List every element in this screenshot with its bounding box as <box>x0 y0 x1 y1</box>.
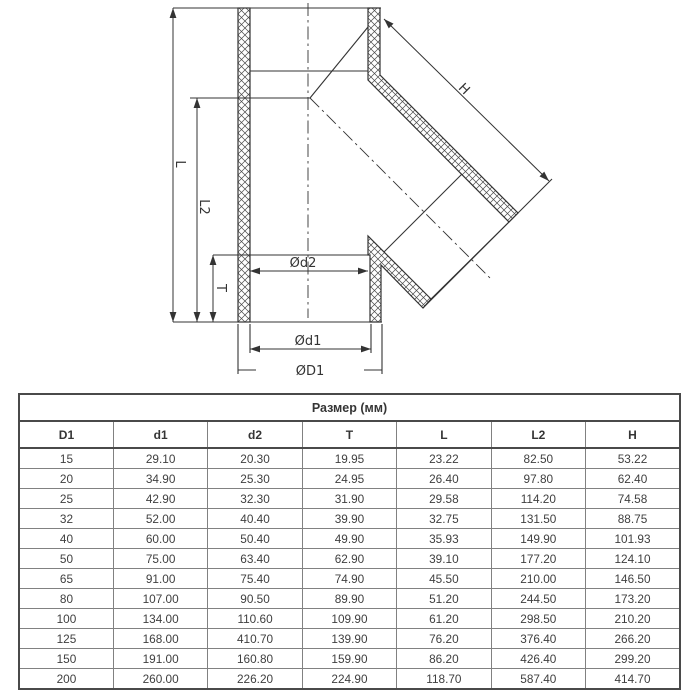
table-cell: 26.40 <box>397 469 491 489</box>
table-cell: 146.50 <box>586 569 680 589</box>
table-cell: 39.10 <box>397 549 491 569</box>
table-row <box>19 589 680 609</box>
table-cell: 35.93 <box>397 529 491 549</box>
table-cell: 29.10 <box>113 448 207 469</box>
table-cell: 39.90 <box>302 509 396 529</box>
table-cell: 75.00 <box>113 549 207 569</box>
table-cell: 100 <box>19 609 113 629</box>
table-cell: 160.80 <box>208 649 302 669</box>
table-cell: 80 <box>19 589 113 609</box>
table-cell: 75.40 <box>208 569 302 589</box>
table-cell: 49.90 <box>302 529 396 549</box>
table-cell: 32 <box>19 509 113 529</box>
branch-lower-wall-and-socket-wall <box>368 236 431 322</box>
table-cell: 173.20 <box>586 589 680 609</box>
table-cell: 299.20 <box>586 649 680 669</box>
table-body <box>19 448 680 689</box>
label-H: H <box>454 80 473 99</box>
table-cell: 244.50 <box>491 589 585 609</box>
table-cell: 25 <box>19 489 113 509</box>
table-row <box>19 489 680 509</box>
table-row <box>19 509 680 529</box>
column-header: d1 <box>113 421 207 448</box>
column-header: D1 <box>19 421 113 448</box>
table-cell: 40 <box>19 529 113 549</box>
pipe-body <box>238 8 518 322</box>
table-cell: 226.20 <box>208 669 302 690</box>
table-cell: 118.70 <box>397 669 491 690</box>
table-cell: 51.20 <box>397 589 491 609</box>
table-cell: 410.70 <box>208 629 302 649</box>
table-cell: 20 <box>19 469 113 489</box>
table-cell: 191.00 <box>113 649 207 669</box>
table-cell: 97.80 <box>491 469 585 489</box>
table-row <box>19 669 680 690</box>
crotch-line <box>310 27 368 98</box>
column-header: L <box>397 421 491 448</box>
table-cell: 89.90 <box>302 589 396 609</box>
main-pipe-left-wall <box>238 8 250 322</box>
branch-mouth-rim-line <box>431 222 509 299</box>
table-cell: 109.90 <box>302 609 396 629</box>
table-cell: 114.20 <box>491 489 585 509</box>
branch-socket-shoulder-line <box>384 174 462 252</box>
table-cell: 32.75 <box>397 509 491 529</box>
table-cell: 25.30 <box>208 469 302 489</box>
label-T: T <box>213 284 228 292</box>
table-row <box>19 629 680 649</box>
table-cell: 63.40 <box>208 549 302 569</box>
table-cell: 107.00 <box>113 589 207 609</box>
table-cell: 60.00 <box>113 529 207 549</box>
table-cell: 50.40 <box>208 529 302 549</box>
table-cell: 159.90 <box>302 649 396 669</box>
label-d1: Ød1 <box>294 334 322 349</box>
table-cell: 61.20 <box>397 609 491 629</box>
table-cell: 168.00 <box>113 629 207 649</box>
table-cell: 62.90 <box>302 549 396 569</box>
table-cell: 31.90 <box>302 489 396 509</box>
table-cell: 587.40 <box>491 669 585 690</box>
table-row <box>19 469 680 489</box>
table-cell: 139.90 <box>302 629 396 649</box>
column-header: T <box>302 421 396 448</box>
column-header: L2 <box>491 421 585 448</box>
table-cell: 62.40 <box>586 469 680 489</box>
table-cell: 53.22 <box>586 448 680 469</box>
table-cell: 42.90 <box>113 489 207 509</box>
table-cell: 101.93 <box>586 529 680 549</box>
table-cell: 20.30 <box>208 448 302 469</box>
table-cell: 266.20 <box>586 629 680 649</box>
table-cell: 15 <box>19 448 113 469</box>
table-cell: 65 <box>19 569 113 589</box>
table-row <box>19 448 680 469</box>
table-cell: 74.90 <box>302 569 396 589</box>
table-cell: 149.90 <box>491 529 585 549</box>
table-cell: 91.00 <box>113 569 207 589</box>
table-cell: 52.00 <box>113 509 207 529</box>
table-cell: 24.95 <box>302 469 396 489</box>
table-cell: 134.00 <box>113 609 207 629</box>
table-cell: 32.30 <box>208 489 302 509</box>
table-header-row <box>19 421 680 448</box>
dim-H <box>384 19 549 181</box>
table-cell: 426.40 <box>491 649 585 669</box>
table-title-row <box>19 394 680 421</box>
branch-centerline <box>310 98 492 280</box>
table-cell: 110.60 <box>208 609 302 629</box>
table-row <box>19 649 680 669</box>
table-cell: 29.58 <box>397 489 491 509</box>
table-cell: 376.40 <box>491 629 585 649</box>
table-cell: 298.50 <box>491 609 585 629</box>
table-cell: 177.20 <box>491 549 585 569</box>
table-cell: 224.90 <box>302 669 396 690</box>
table-cell: 200 <box>19 669 113 690</box>
table-cell: 125 <box>19 629 113 649</box>
table-cell: 124.10 <box>586 549 680 569</box>
table-cell: 76.20 <box>397 629 491 649</box>
table-cell: 90.50 <box>208 589 302 609</box>
table-title: Размер (мм) <box>19 394 680 421</box>
table-cell: 74.58 <box>586 489 680 509</box>
table-cell: 82.50 <box>491 448 585 469</box>
table-cell: 210.00 <box>491 569 585 589</box>
main-pipe-right-wall-and-branch-upper-wall <box>368 8 518 222</box>
column-header: d2 <box>208 421 302 448</box>
table-cell: 40.40 <box>208 509 302 529</box>
column-header: H <box>586 421 680 448</box>
table-cell: 260.00 <box>113 669 207 690</box>
label-L: L <box>172 160 187 168</box>
label-L2: L2 <box>196 199 211 215</box>
table-cell: 150 <box>19 649 113 669</box>
label-d2: Ød2 <box>289 256 317 271</box>
table-cell: 414.70 <box>586 669 680 690</box>
table-row <box>19 569 680 589</box>
table-cell: 88.75 <box>586 509 680 529</box>
table-row <box>19 529 680 549</box>
table-cell: 131.50 <box>491 509 585 529</box>
table-cell: 210.20 <box>586 609 680 629</box>
label-D1: ØD1 <box>295 364 325 379</box>
dimension-table <box>18 393 681 690</box>
table-row <box>19 549 680 569</box>
table-cell: 23.22 <box>397 448 491 469</box>
table-cell: 50 <box>19 549 113 569</box>
table-row <box>19 609 680 629</box>
table-cell: 19.95 <box>302 448 396 469</box>
table-cell: 34.90 <box>113 469 207 489</box>
table-cell: 45.50 <box>397 569 491 589</box>
table-cell: 86.20 <box>397 649 491 669</box>
